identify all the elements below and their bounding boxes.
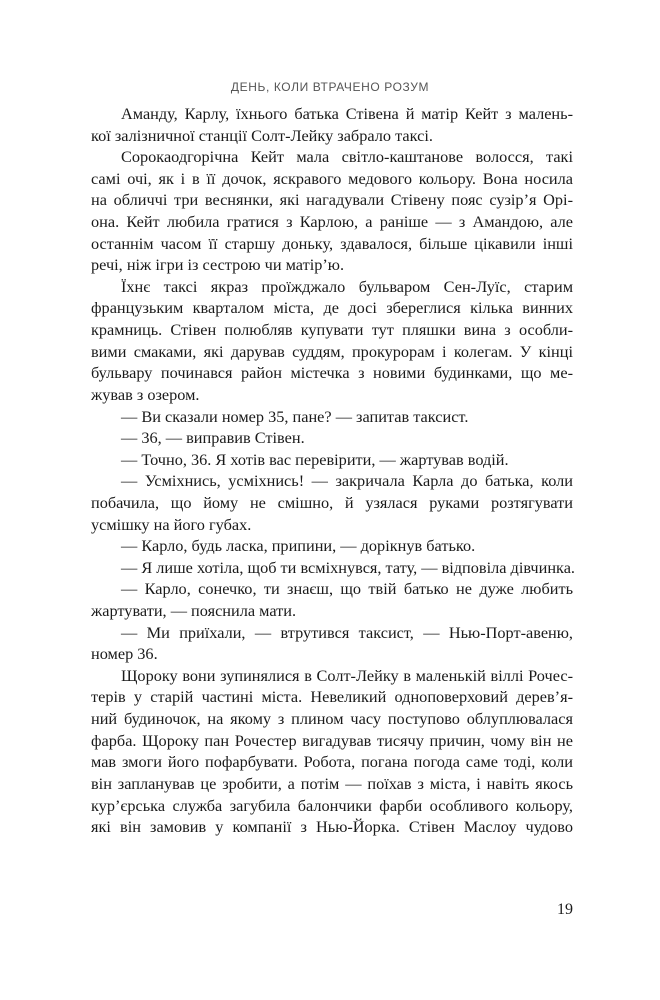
text-line: терів у старій частині міста. Невеликий одноповерховий дерев’я- — [91, 687, 573, 707]
text-line: — Точно, 36. Я хотів вас перевірити, — жартував водій. — [121, 449, 509, 469]
text-line: мав змоги його пофарбувати. Робота, погана погода саме тоді, коли — [91, 752, 573, 772]
text-line: — Карло, сонечко, ти знаєш, що твій батько не дуже любить — [121, 579, 573, 599]
text-line: кур’єрська служба загубила балончики фарби особливого кольору, — [91, 795, 573, 815]
text-line: на обличчі три веснянки, які нагадували Стівену пояс сузір’я Орі- — [91, 190, 573, 210]
text-line: — Ви сказали номер 35, пане? — запитав таксист. — [121, 406, 469, 426]
text-line: — 36, — виправив Стівен. — [121, 428, 305, 448]
running-head: ДЕНЬ, КОЛИ ВТРАЧЕНО РОЗУМ — [230, 80, 430, 94]
page-number: 19 — [557, 901, 573, 918]
text-line: — Я лише хотіла, щоб ти всміхнувся, тату, — відповіла дівчинка. — [121, 557, 575, 577]
text-line: французьким кварталом міста, де досі збереглися кілька винних — [91, 298, 573, 318]
text-line: Сорокаодгорічна Кейт мала світло-каштанове волосся, такі — [121, 147, 573, 167]
text-line: она. Кейт любила гратися з Карлою, а раніше — з Амандою, але — [91, 212, 573, 232]
text-line: самі очі, як і в її дочок, яскравого медового кольору. Вона носила — [91, 168, 573, 188]
text-line: ний будиночок, на якому з плином часу поступово облуплювалася — [91, 709, 573, 729]
text-line: які він замовив у компанії з Нью-Йорка. Стівен Маслоу чудово — [91, 817, 573, 837]
text-line: бульвару починався район містечка з новими будинками, що ме- — [91, 363, 573, 383]
text-line: побачила, що йому не смішно, й узялася руками розтягувати — [91, 492, 573, 512]
text-line: Аманду, Карлу, їхнього батька Стівена й матір Кейт з малень- — [121, 104, 573, 123]
text-line: усмішку на його губах. — [91, 514, 252, 534]
text-line: жартувати, — пояснила мати. — [91, 601, 297, 621]
text-line: вими смаками, які дарував суддям, прокурорам і колегам. У кінці — [91, 341, 573, 361]
text-line: він запланував це зробити, а потім — поїхав з міста, і навіть якось — [91, 773, 573, 793]
text-line: Їхнє таксі якраз проїжджало бульваром Сен-Луїс, старим — [121, 276, 573, 296]
text-line: кої залізничної станції Солт-Лейку забрало таксі. — [91, 125, 433, 145]
text-line: — Усміхнись, усміхнись! — закричала Карла до батька, коли — [121, 471, 573, 491]
text-line: — Карло, будь ласка, припини, — дорікнув батько. — [121, 536, 476, 556]
text-line: — Ми приїхали, — втрутився таксист, — Нью-Порт-авеню, — [121, 622, 573, 642]
body-text — [91, 103, 573, 838]
text-line: Щороку вони зупинялися в Солт-Лейку в маленькій віллі Рочес- — [121, 665, 573, 685]
text-line: номер 36. — [91, 644, 158, 664]
text-line: крамниць. Стівен полюбляв купувати тут пляшки вина з особли- — [91, 320, 573, 340]
text-line: фарба. Щороку пан Рочестер вигадував тисячу причин, чому він не — [91, 730, 573, 750]
text-line: речі, ніж ігри із сестрою чи матір’ю. — [91, 255, 345, 275]
text-line: жував з озером. — [91, 384, 200, 404]
text-line: останнім часом її старшу доньку, здавалося, більше цікавили інші — [91, 233, 573, 253]
